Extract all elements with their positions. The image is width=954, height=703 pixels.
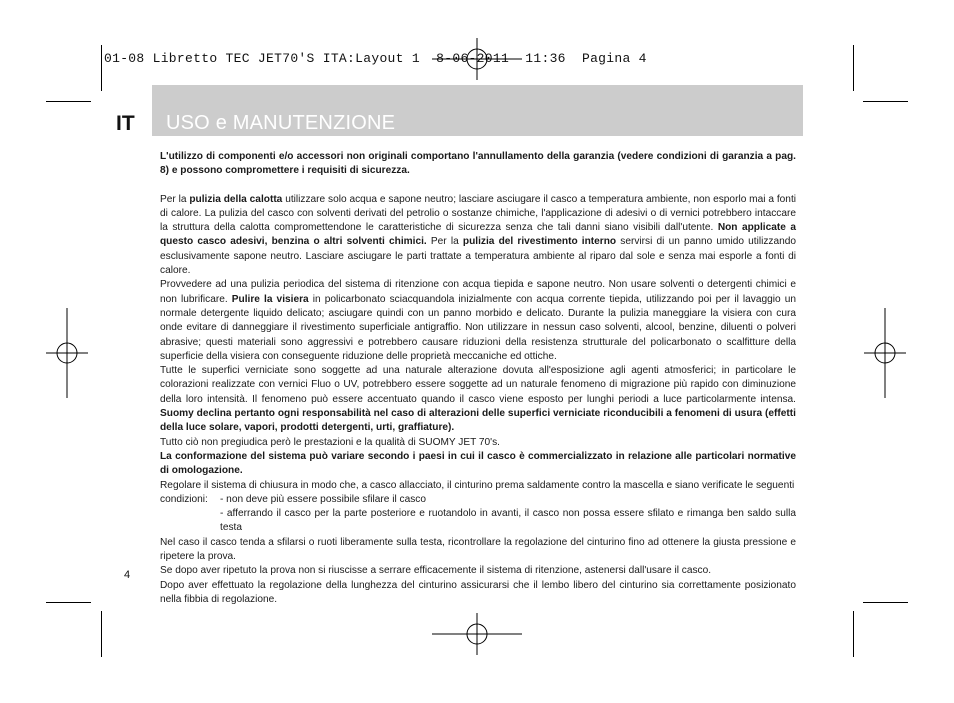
paragraph-abstain: Se dopo aver ripetuto la prova non si riuscisse a serrare efficacemente il sistema di ritenzione, astenersi dall'usare il casco. [160, 565, 712, 577]
paragraph-strap-end: Dopo aver effettuato la regolazione della lunghezza del cinturino assicurarsi che il lembo libero del cinturino sia correttamente posizionato nella fibbia di regolazione. [160, 579, 796, 605]
text-run: Per la [426, 236, 463, 248]
text-run: utilizzare solo acqua e sapone neutro; lasciare asciugare il casco a temperatura ambiente, non esporlo mai a fonti di calore. La pulizia del casco con solventi derivati del petrolio o sostanze chimiche, l'applicazione di adesivi o di vernici potrebbero intaccare la struttura della calotta compromettendone le caratteristiche di sicurezza senza che tali danni siano visibili dall'utente. [160, 193, 797, 234]
crop-mark-bottom-left-vertical [101, 611, 102, 657]
paragraph-conformity [160, 450, 796, 479]
paragraph-performance: Tutto ciò non pregiudica però le prestazioni e la qualità di SUOMY JET 70's. [160, 436, 500, 448]
bold-run: Pulire la visiera [231, 293, 309, 305]
bold-run: Non applicate a questo casco adesivi, benzina o altri solventi chimici. [160, 222, 796, 248]
crop-mark-top-left-horizontal [46, 101, 91, 102]
language-code: IT [116, 112, 135, 135]
registration-mark-right [864, 308, 906, 398]
crop-mark-top-left-vertical [101, 45, 102, 91]
registration-mark-bottom [432, 613, 522, 655]
print-slug-line: 01-08 Libretto TEC JET70'S ITA:Layout 1 8-06-2011 11:36 Pagina 4 [104, 51, 647, 66]
text-run: in policarbonato sciacquandola inizialmente con acqua corrente tiepida, utilizzando poi per il lavaggio un normale detergente liquido delicato; asciugare quindi con un panno morbido e delicato. Durante la pulizia maneggiare la visiera con cura onde evitare di danneggiare il rivestimento superficiale antigraffio. Non utilizzare in nessun caso solventi, alcool, benzine, diluenti o polveri abrasive; questi materiali sono aggressivi e potrebbero causare riduzioni della resistenza strutturale del policarbonato o scalfitture della superficie della visiera con conseguente riduzione delle proprietà meccaniche ed ottiche. [160, 293, 796, 362]
paragraph-painted-surfaces [160, 364, 796, 435]
crop-mark-bottom-right-vertical [853, 611, 854, 657]
bold-run: pulizia della calotta [189, 193, 283, 205]
text-run: Tutte le superfici verniciate sono soggette ad una naturale alterazione dovuta all'esposizione agli agenti atmosferici; in particolare le colorazioni realizzate con vernici Fluo o UV, potrebbero essere soggette ad un naturale fenomeno di migrazione più rapido con diminuzione della loro intensità. Il fenomeno può essere accentuato quando il casco viene esposto per lunghi periodi a luce particolarmente intensa. [160, 365, 796, 405]
bold-run: La conformazione del sistema può variare secondo i paesi in cui il casco è commercializzato in relazione alle particolari normative di omologazione. [160, 450, 796, 477]
section-title-bar [152, 85, 803, 136]
condition-row-1 [160, 493, 796, 507]
text-run: Provvedere ad una pulizia periodica del sistema di ritenzione con acqua tiepida e sapone neutro. Non usare solventi o detergenti chimici e non lubrificare. [160, 279, 796, 305]
page-number: 4 [124, 569, 131, 581]
crop-mark-bottom-right-horizontal [863, 602, 908, 603]
text-run: servirsi di un panno umido utilizzando esclusivamente sapone neutro. Lasciare asciugare le parti trattate a temperatura ambiente al riparo dal sole e senza mai esporle a fonti di calore. [160, 236, 796, 277]
body-text [160, 150, 796, 607]
paragraph-cleaning-visor [160, 278, 796, 364]
crop-mark-bottom-left-horizontal [46, 602, 91, 603]
crop-mark-top-right-horizontal [863, 101, 908, 102]
conditions-label: condizioni: [160, 493, 208, 505]
bold-run: pulizia del rivestimento interno [462, 236, 617, 248]
paragraph-retention-adjust: Regolare il sistema di chiusura in modo che, a casco allacciato, il cinturino prema saldamente contro la mascella e siano verificate le seguenti [160, 479, 795, 491]
section-title: USO e MANUTENZIONE [166, 112, 396, 134]
warning-text: L'utilizzo di componenti e/o accessori non originali comportano l'annullamento della garanzia (vedere condizioni di garanzia a pag. 8) e possono compromettere i requisiti di sicurezza. [160, 151, 796, 177]
crop-mark-top-right-vertical [853, 45, 854, 91]
registration-mark-top [432, 38, 522, 80]
condition-item: - non deve più essere possibile sfilare il casco [220, 493, 426, 505]
text-run: Per la [160, 193, 190, 205]
paragraph-warning-accessories [160, 150, 796, 179]
paragraph-retest: Nel caso il casco tenda a sfilarsi o ruoti liberamente sulla testa, ricontrollare la regolazione del cinturino fino ad ottenere la giusta pressione e ripetere la prova. [160, 536, 796, 563]
registration-mark-left [46, 308, 88, 398]
condition-item: - afferrando il casco per la parte posteriore e ruotandolo in avanti, il casco non possa essere sfilato e rimanga ben saldo sulla testa [220, 508, 796, 534]
paragraph-cleaning-shell [160, 193, 796, 279]
bold-run: Suomy declina pertanto ogni responsabilità nel caso di alterazioni delle superfici verniciate riconducibili a fenomeni di usura (effetti della luce solare, vapori, prodotti detergenti, urti, graffiature). [160, 408, 796, 434]
